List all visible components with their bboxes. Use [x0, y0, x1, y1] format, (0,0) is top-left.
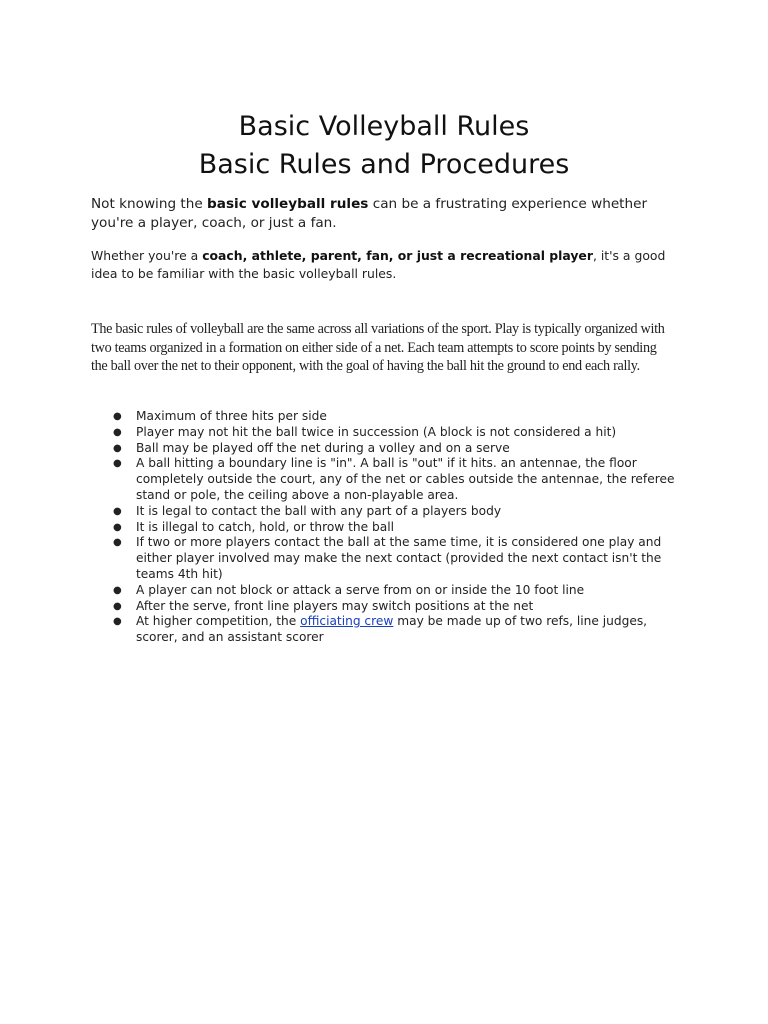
page-title: Basic Volleyball Rules — [238, 111, 530, 142]
officiating-crew-link[interactable]: officiating crew — [300, 614, 394, 629]
list-item — [110, 441, 690, 457]
audience-text-pre: Whether you're a — [91, 248, 203, 263]
list-item — [110, 599, 690, 615]
rule-text: Maximum of three hits per side — [136, 409, 327, 423]
list-item — [110, 425, 690, 441]
list-item — [110, 535, 690, 582]
rule-text: Player may not hit the ball twice in succession (A block is not considered a hit) — [136, 424, 617, 439]
bullet-icon: ● — [113, 442, 122, 454]
intro-text-post: can be a frustrating experience whether you're a player, coach, or just a fan. — [91, 196, 648, 231]
list-item — [110, 614, 690, 646]
rule-text-pre: At higher competition, the — [136, 614, 301, 629]
rule-text: If two or more players contact the ball at the same time, it is considered one play and either player involved may make the next contact (provided the next contact isn't the teams 4th hit) — [136, 535, 662, 581]
bullet-icon: ● — [113, 458, 122, 470]
list-item — [110, 504, 690, 520]
bullet-icon: ● — [113, 616, 122, 628]
list-item — [110, 456, 690, 503]
rule-text: A player can not block or attack a serve from on or inside the 10 foot line — [136, 582, 585, 597]
audience-text-post: , it's a good idea to be familiar with the basic volleyball rules. — [91, 248, 666, 281]
overview-paragraph: The basic rules of volleyball are the same across all variations of the sport. Play is typically organized with two teams organized in a formation on either side of a net. Each team attempts to score points by sending the ball over the net to their opponent, with the goal of having the ball hit the ground to end each rally. — [91, 321, 665, 374]
rule-text: It is legal to contact the ball with any part of a players body — [136, 503, 502, 518]
rules-list — [110, 409, 690, 646]
rule-text: A ball hitting a boundary line is "in". A ball is "out" if it hits. an antennae, the floor completely outside the court, any of the net or cables outside the antennae, the referee stand or pole, the ceiling above a non-playable area. — [136, 456, 675, 502]
page-subtitle: Basic Rules and Procedures — [198, 149, 570, 180]
list-item — [110, 520, 690, 536]
title-block — [0, 108, 768, 184]
list-item — [110, 583, 690, 599]
bullet-icon: ● — [113, 411, 122, 422]
intro-text-bold: basic volleyball rules — [207, 196, 369, 212]
intro-paragraph — [91, 195, 691, 233]
list-item — [110, 409, 690, 425]
bullet-icon: ● — [113, 537, 122, 549]
rule-text: After the serve, front line players may switch positions at the net — [136, 598, 534, 613]
bullet-icon: ● — [113, 505, 122, 517]
bullet-icon: ● — [113, 426, 122, 438]
audience-paragraph — [91, 247, 691, 283]
rule-text: Ball may be played off the net during a volley and on a serve — [136, 440, 510, 455]
audience-text-bold: coach, athlete, parent, fan, or just a recreational player — [202, 248, 593, 263]
bullet-icon: ● — [113, 584, 122, 596]
bullet-icon: ● — [113, 600, 122, 612]
intro-text-pre: Not knowing the — [91, 196, 208, 212]
bullet-icon: ● — [113, 521, 122, 533]
rule-text: It is illegal to catch, hold, or throw the ball — [136, 519, 394, 534]
rule-text-post: may be made up of two refs, line judges, scorer, and an assistant scorer — [136, 614, 648, 645]
